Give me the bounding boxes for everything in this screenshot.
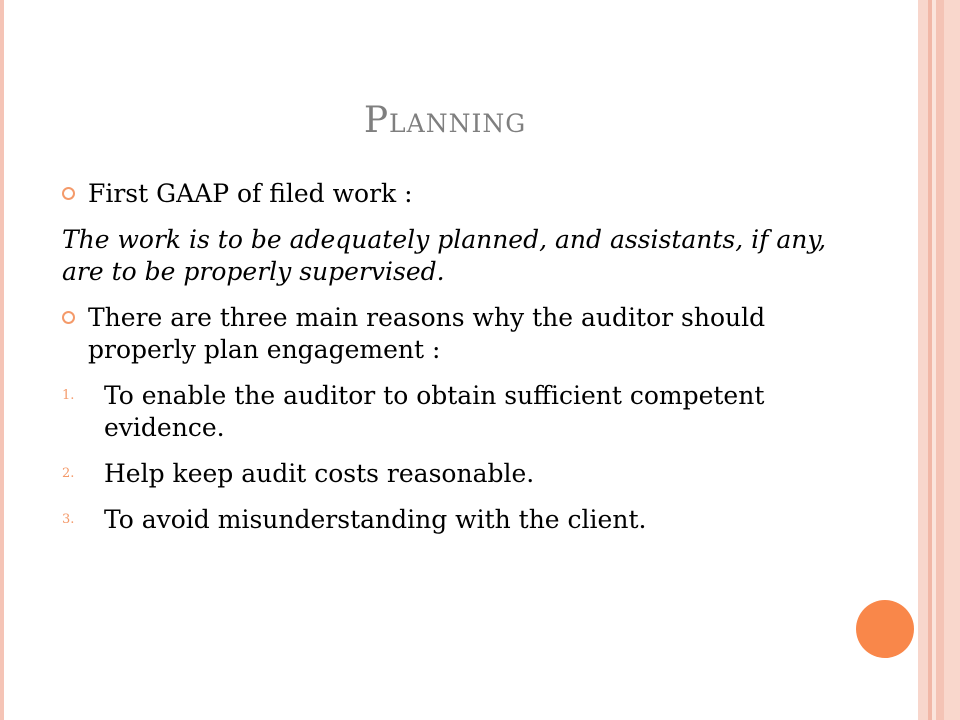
right-stripe xyxy=(918,0,928,720)
numbered-item xyxy=(62,458,852,490)
numbered-text: To enable the auditor to obtain sufficient competent evidence. xyxy=(104,381,765,442)
bullet-item xyxy=(62,302,852,366)
bullet-item xyxy=(62,178,852,210)
quote-text xyxy=(62,224,852,288)
circle-bullet-icon xyxy=(62,187,75,200)
item-number: 3. xyxy=(62,512,75,527)
quote-text-content: The work is to be adequately planned, and assistants, if any, are to be properly supervised. xyxy=(62,225,827,286)
slide-title: Planning xyxy=(363,100,527,141)
slide-content xyxy=(62,178,852,550)
numbered-text: Help keep audit costs reasonable. xyxy=(104,459,535,488)
numbered-item xyxy=(62,380,852,444)
bullet-text: First GAAP of filed work : xyxy=(88,179,413,208)
item-number: 1. xyxy=(62,388,75,403)
right-stripe xyxy=(936,0,944,720)
circle-bullet-icon xyxy=(62,311,75,324)
numbered-text: To avoid misunderstanding with the client. xyxy=(104,505,647,534)
right-stripe xyxy=(944,0,960,720)
item-number: 2. xyxy=(62,466,75,481)
numbered-item xyxy=(62,504,852,536)
bullet-text: There are three main reasons why the auditor should properly plan engagement : xyxy=(88,303,766,364)
orange-circle-icon xyxy=(856,600,914,658)
